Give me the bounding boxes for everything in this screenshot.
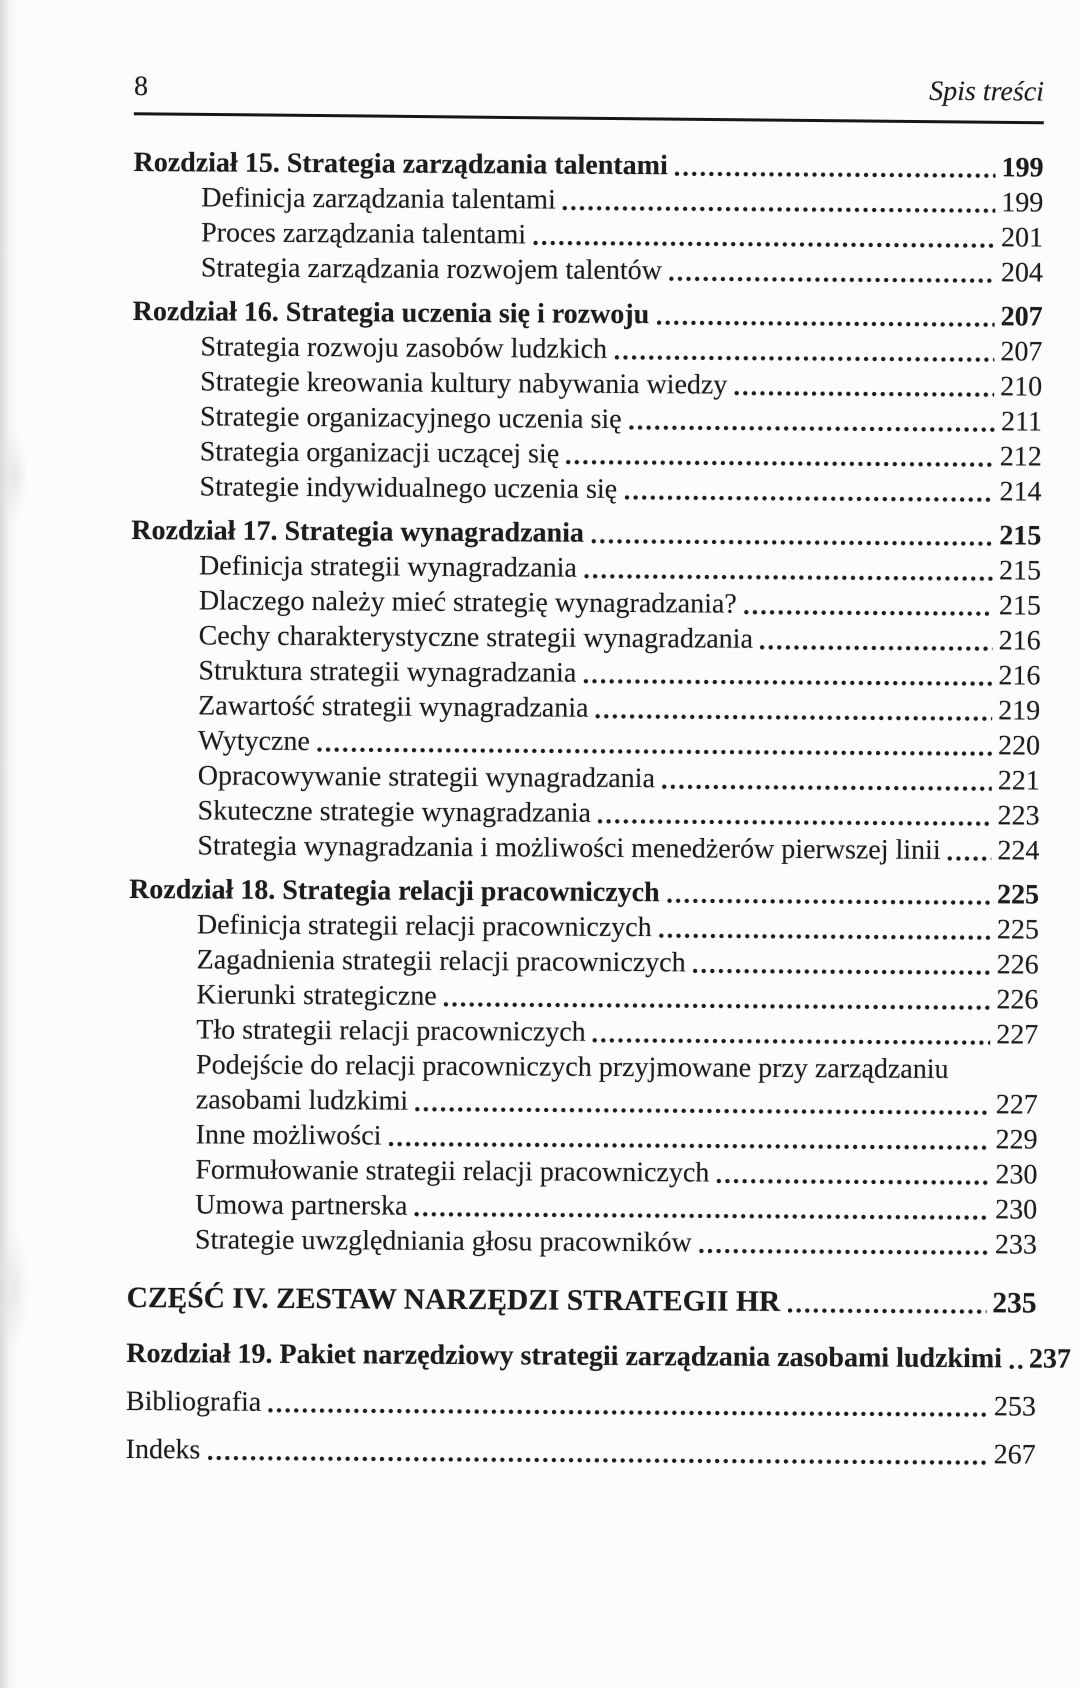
toc-entry <box>133 180 1043 221</box>
toc-entry-label: Strategie kreowania kultury nabywania wiedzy <box>200 366 728 401</box>
toc-entry-page: 221 <box>997 765 1040 797</box>
toc-entry <box>127 1152 1037 1193</box>
toc-entry-line <box>197 907 1039 947</box>
toc-entry-page: 230 <box>995 1194 1038 1226</box>
toc-entry-line <box>201 215 1043 255</box>
toc-entry-label: Strategia rozwoju zasobów ludzkich <box>200 331 608 365</box>
toc-entry-line <box>126 1336 1072 1377</box>
toc-entry-label: Zagadnienia strategii relacji pracowniczych <box>196 944 686 979</box>
toc-entry <box>130 688 1040 729</box>
toc-entry-line <box>196 1012 1038 1052</box>
toc-entry-label: Podejście do relacji pracowniczych przyjmowane przy zarządzaniu <box>195 1049 949 1085</box>
toc-entry-line <box>196 1082 1038 1122</box>
toc-entry-page: 199 <box>1001 187 1044 219</box>
dot-leader <box>533 239 995 249</box>
toc-entry <box>133 215 1043 256</box>
toc-entry-page: 201 <box>1001 222 1044 254</box>
toc-entry-line <box>200 434 1042 474</box>
toc-entry-line <box>127 1281 1037 1322</box>
dot-leader <box>444 1001 991 1011</box>
toc-entry <box>129 793 1039 834</box>
dot-leader <box>662 783 992 792</box>
toc-entry-line <box>199 583 1041 623</box>
toc-entry <box>131 548 1041 589</box>
dot-leader <box>734 390 994 399</box>
toc-entry-page: 199 <box>1001 152 1044 184</box>
toc-entry-label: Definicja strategii relacji pracowniczych <box>196 909 652 944</box>
toc-entry-page: 212 <box>999 441 1042 473</box>
running-title: Spis treści <box>929 75 1045 108</box>
toc-entry-line <box>197 828 1039 868</box>
toc-entry-page: 215 <box>998 555 1042 587</box>
toc-entry-label: Strategie uwzględniania głosu pracowników <box>194 1224 692 1259</box>
toc-entry-page: 223 <box>997 800 1040 832</box>
toc-entry-page: 219 <box>998 695 1041 727</box>
toc-entry-line <box>200 364 1042 404</box>
toc-entry-page: 225 <box>996 914 1039 946</box>
dot-leader <box>948 855 992 862</box>
toc-entry-page: 267 <box>993 1439 1036 1471</box>
toc-entry-label: Rozdział 18. Strategia relacji pracowniczych <box>129 873 660 909</box>
toc-entry-line <box>195 1222 1037 1262</box>
toc-entry <box>128 977 1038 1018</box>
toc-entry <box>127 1187 1037 1228</box>
dot-leader <box>317 746 992 757</box>
toc-entry-page: 204 <box>1000 257 1043 289</box>
toc-entry <box>130 758 1040 799</box>
dot-leader <box>716 1178 989 1187</box>
dot-leader <box>656 319 994 328</box>
toc-entry-page: 227 <box>996 1019 1039 1051</box>
dot-leader <box>414 1211 989 1222</box>
toc-entry-line <box>196 1047 1038 1087</box>
toc-entry-page: 253 <box>993 1391 1037 1423</box>
toc-entry-line <box>199 618 1041 658</box>
toc-entry-line <box>196 977 1038 1017</box>
toc-entry-page: 216 <box>998 660 1041 692</box>
toc-entry <box>129 907 1039 948</box>
toc-entry-label: zasobami ludzkimi <box>195 1084 409 1117</box>
toc-entry <box>129 828 1039 869</box>
dot-leader <box>624 494 994 503</box>
toc-entry <box>132 434 1042 475</box>
toc-entry-line <box>198 758 1040 798</box>
dot-leader <box>669 275 995 284</box>
dot-leader <box>595 713 992 722</box>
toc-entry-line <box>195 1187 1037 1227</box>
toc-entry-label: Definicja zarządzania talentami <box>201 182 556 216</box>
toc-entry-label: Strategie organizacyjnego uczenia się <box>199 401 622 435</box>
toc-entry-label: Rozdział 16. Strategia uczenia się i rozwoju <box>132 295 650 331</box>
dot-leader <box>593 1037 991 1046</box>
toc-entry <box>132 364 1042 405</box>
toc-entry-label: Definicja strategii wynagradzania <box>198 550 578 584</box>
dot-leader <box>699 1247 989 1256</box>
toc-entry <box>126 1384 1036 1425</box>
toc-entry-page: 224 <box>997 835 1040 867</box>
toc-entry-label: Formułowanie strategii relacji pracowniczych <box>195 1154 710 1189</box>
toc-entry-page: 225 <box>997 879 1040 911</box>
dot-leader <box>598 818 992 827</box>
toc-entry-label: Rozdział 15. Strategia zarządzania talentami <box>133 146 668 182</box>
toc-entry-page: 226 <box>996 984 1039 1016</box>
dot-leader <box>388 1141 989 1152</box>
toc-entry-page: 220 <box>997 730 1041 762</box>
toc-entry-line <box>199 469 1041 509</box>
toc-entry <box>132 399 1042 440</box>
dot-leader <box>1009 1363 1023 1370</box>
toc-entry-page: 207 <box>1000 336 1043 368</box>
toc-entry-line <box>197 942 1039 982</box>
toc-entry <box>131 618 1041 659</box>
toc-entry-line <box>126 1432 1036 1473</box>
toc-entry-line <box>133 294 1043 335</box>
toc-entry-line <box>196 1117 1038 1157</box>
toc-entry-label: Indeks <box>125 1433 201 1466</box>
toc-entry-label: CZĘŚĆ IV. ZESTAW NARZĘDZI STRATEGII HR <box>126 1281 781 1318</box>
toc-entry <box>129 872 1039 913</box>
toc-entry <box>126 1336 1072 1377</box>
toc-entry-line <box>200 399 1042 439</box>
toc-entry-label: Rozdział 19. Pakiet narzędziowy strategii zarządzania zasobami ludzkimi <box>126 1337 1003 1375</box>
dot-leader <box>787 1307 986 1315</box>
toc-entry-line <box>131 513 1041 554</box>
dot-leader <box>667 897 991 906</box>
header-rule <box>134 112 1044 124</box>
toc-entry <box>127 1222 1037 1263</box>
toc-entry-label: Tło strategii relacji pracowniczych <box>196 1014 586 1048</box>
toc-entry-line <box>198 688 1040 728</box>
dot-leader <box>583 678 992 687</box>
toc-entry-page: 207 <box>1000 301 1043 333</box>
toc-entry-label: Dlaczego należy mieć strategię wynagradzania? <box>198 585 737 620</box>
toc-entry-line <box>201 180 1043 220</box>
dot-leader <box>629 424 995 433</box>
toc-entry <box>131 469 1041 510</box>
dot-leader <box>693 967 991 976</box>
dot-leader <box>744 609 993 618</box>
toc-entry-line <box>197 793 1039 833</box>
toc-entry-label: Inne możliwości <box>195 1119 382 1152</box>
toc-entry-page: 233 <box>994 1229 1038 1261</box>
toc-entry <box>132 329 1042 370</box>
page-header <box>134 72 1044 108</box>
dot-leader <box>614 354 994 363</box>
toc-entry-label: Opracowywanie strategii wynagradzania <box>197 760 656 795</box>
toc-list <box>125 145 1072 1473</box>
toc-entry <box>128 1012 1038 1053</box>
toc-entry-page: 229 <box>995 1124 1038 1156</box>
toc-entry-label: Proces zarządzania talentami <box>201 217 527 251</box>
toc-entry-line <box>201 250 1043 290</box>
toc-entry-label: Cechy charakterystyczne strategii wynagradzania <box>198 620 754 655</box>
toc-entry-page: 230 <box>995 1159 1038 1191</box>
toc-entry-page: 237 <box>1028 1343 1072 1375</box>
toc-entry-line <box>129 872 1039 913</box>
page-number-top: 8 <box>133 70 149 103</box>
toc-entry <box>133 294 1043 335</box>
toc-entry-label: Strategia organizacji uczącej się <box>199 436 560 470</box>
dot-leader <box>584 573 993 582</box>
toc-entry-label: Zawartość strategii wynagradzania <box>198 690 589 724</box>
toc-entry <box>133 250 1043 291</box>
toc-entry-line <box>126 1384 1036 1425</box>
toc-entry <box>133 145 1043 186</box>
toc-entry-label: Umowa partnerska <box>195 1189 408 1222</box>
toc-entry-line <box>133 145 1043 186</box>
dot-leader <box>591 538 993 547</box>
dot-leader <box>563 205 996 215</box>
toc-entry-line <box>198 723 1040 763</box>
toc-entry <box>129 942 1039 983</box>
toc-entry-page: 215 <box>998 590 1041 622</box>
toc-entry-page: 210 <box>1000 371 1043 403</box>
dot-leader <box>760 644 993 652</box>
toc-entry <box>131 583 1041 624</box>
toc-entry-line <box>195 1152 1037 1192</box>
dot-leader <box>415 1106 990 1117</box>
toc-entry-label: Kierunki strategiczne <box>196 979 437 1012</box>
toc-entry-page: 227 <box>995 1089 1038 1121</box>
toc-entry-label: Strategie indywidualnego uczenia się <box>199 471 618 505</box>
dot-leader <box>207 1454 987 1466</box>
toc-entry-page: 235 <box>992 1287 1037 1320</box>
toc-entry-page: 211 <box>1000 406 1043 438</box>
toc-entry-page: 216 <box>998 625 1041 657</box>
dot-leader <box>268 1407 988 1418</box>
toc-entry <box>130 723 1040 764</box>
toc-entry <box>128 1117 1038 1158</box>
toc-entry-page: 215 <box>999 520 1042 552</box>
dot-leader <box>659 932 991 941</box>
toc-entry <box>128 1047 1038 1123</box>
toc-entry-label: Rozdział 17. Strategia wynagradzania <box>131 514 585 549</box>
toc-entry-line <box>200 329 1042 369</box>
dot-leader <box>566 459 994 469</box>
toc-entry-line <box>199 548 1041 588</box>
toc-entry-page: 214 <box>999 476 1042 508</box>
toc-entry <box>126 1432 1036 1473</box>
dot-leader <box>675 170 996 179</box>
toc-entry-page: 226 <box>996 949 1039 981</box>
toc-entry-label: Bibliografia <box>125 1385 262 1418</box>
toc-entry-label: Strategia zarządzania rozwojem talentów <box>200 252 663 287</box>
toc-entry <box>130 653 1040 694</box>
toc-entry-label: Struktura strategii wynagradzania <box>198 655 577 689</box>
toc-entry-label: Strategia wynagradzania i możliwości menedżerów pierwszej linii <box>197 830 941 866</box>
toc-entry <box>127 1281 1037 1322</box>
toc-entry-label: Wytyczne <box>197 725 310 758</box>
toc-entry-line <box>198 653 1040 693</box>
toc-entry <box>131 513 1041 554</box>
toc-entry-label: Skuteczne strategie wynagradzania <box>197 795 592 829</box>
